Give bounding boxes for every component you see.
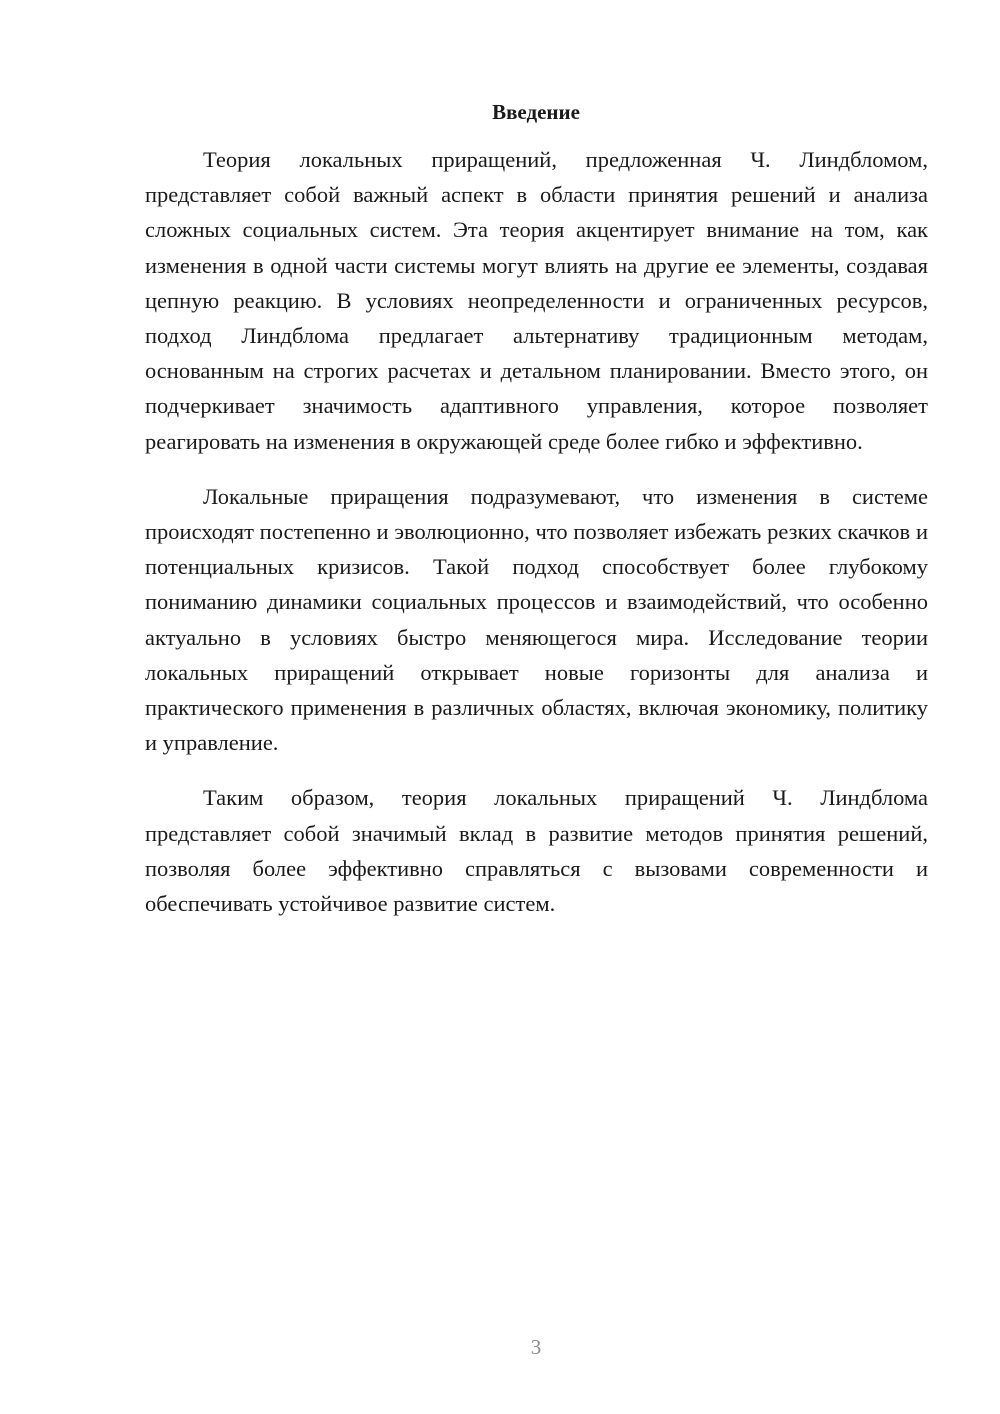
section-heading: Введение xyxy=(492,100,580,124)
paragraph-2: Локальные приращения подразумевают, что изменения в системе происходят постепенно и эволюционно, что позволяет избежать резких скачков и потенциальных кризисов. Такой подход способствует более глубокому пониманию динамики социальных процессов и взаимодействий, что особенно актуально в условиях быстро меняющегося мира. Исследование теории локальных приращений открывает новые горизонты для анализа и практического применения в различных областях, включая экономику, политику и управление. xyxy=(145,483,928,756)
paragraph-3: Таким образом, теория локальных приращений Ч. Линдблома представляет собой значимый вклад в развитие методов принятия решений, позволяя более эффективно справляться с вызовами современности и обеспечивать устойчивое развитие систем. xyxy=(145,785,928,917)
body-text xyxy=(145,142,928,941)
paragraph-1: Теория локальных приращений, предложенная Ч. Линдбломом, представляет собой важный аспект в области принятия решений и анализа сложных социальных систем. Эта теория акцентирует внимание на том, как изменения в одной части системы могут влиять на другие ее элементы, создавая цепную реакцию. В условиях неопределенности и ограниченных ресурсов, подход Линдблома предлагает альтернативу традиционным методам, основанным на строгих расчетах и детальном планировании. Вместо этого, он подчеркивает значимость адаптивного управления, которое позволяет реагировать на изменения в окружающей среде более гибко и эффективно. xyxy=(145,147,928,454)
page-number: 3 xyxy=(530,1335,542,1359)
